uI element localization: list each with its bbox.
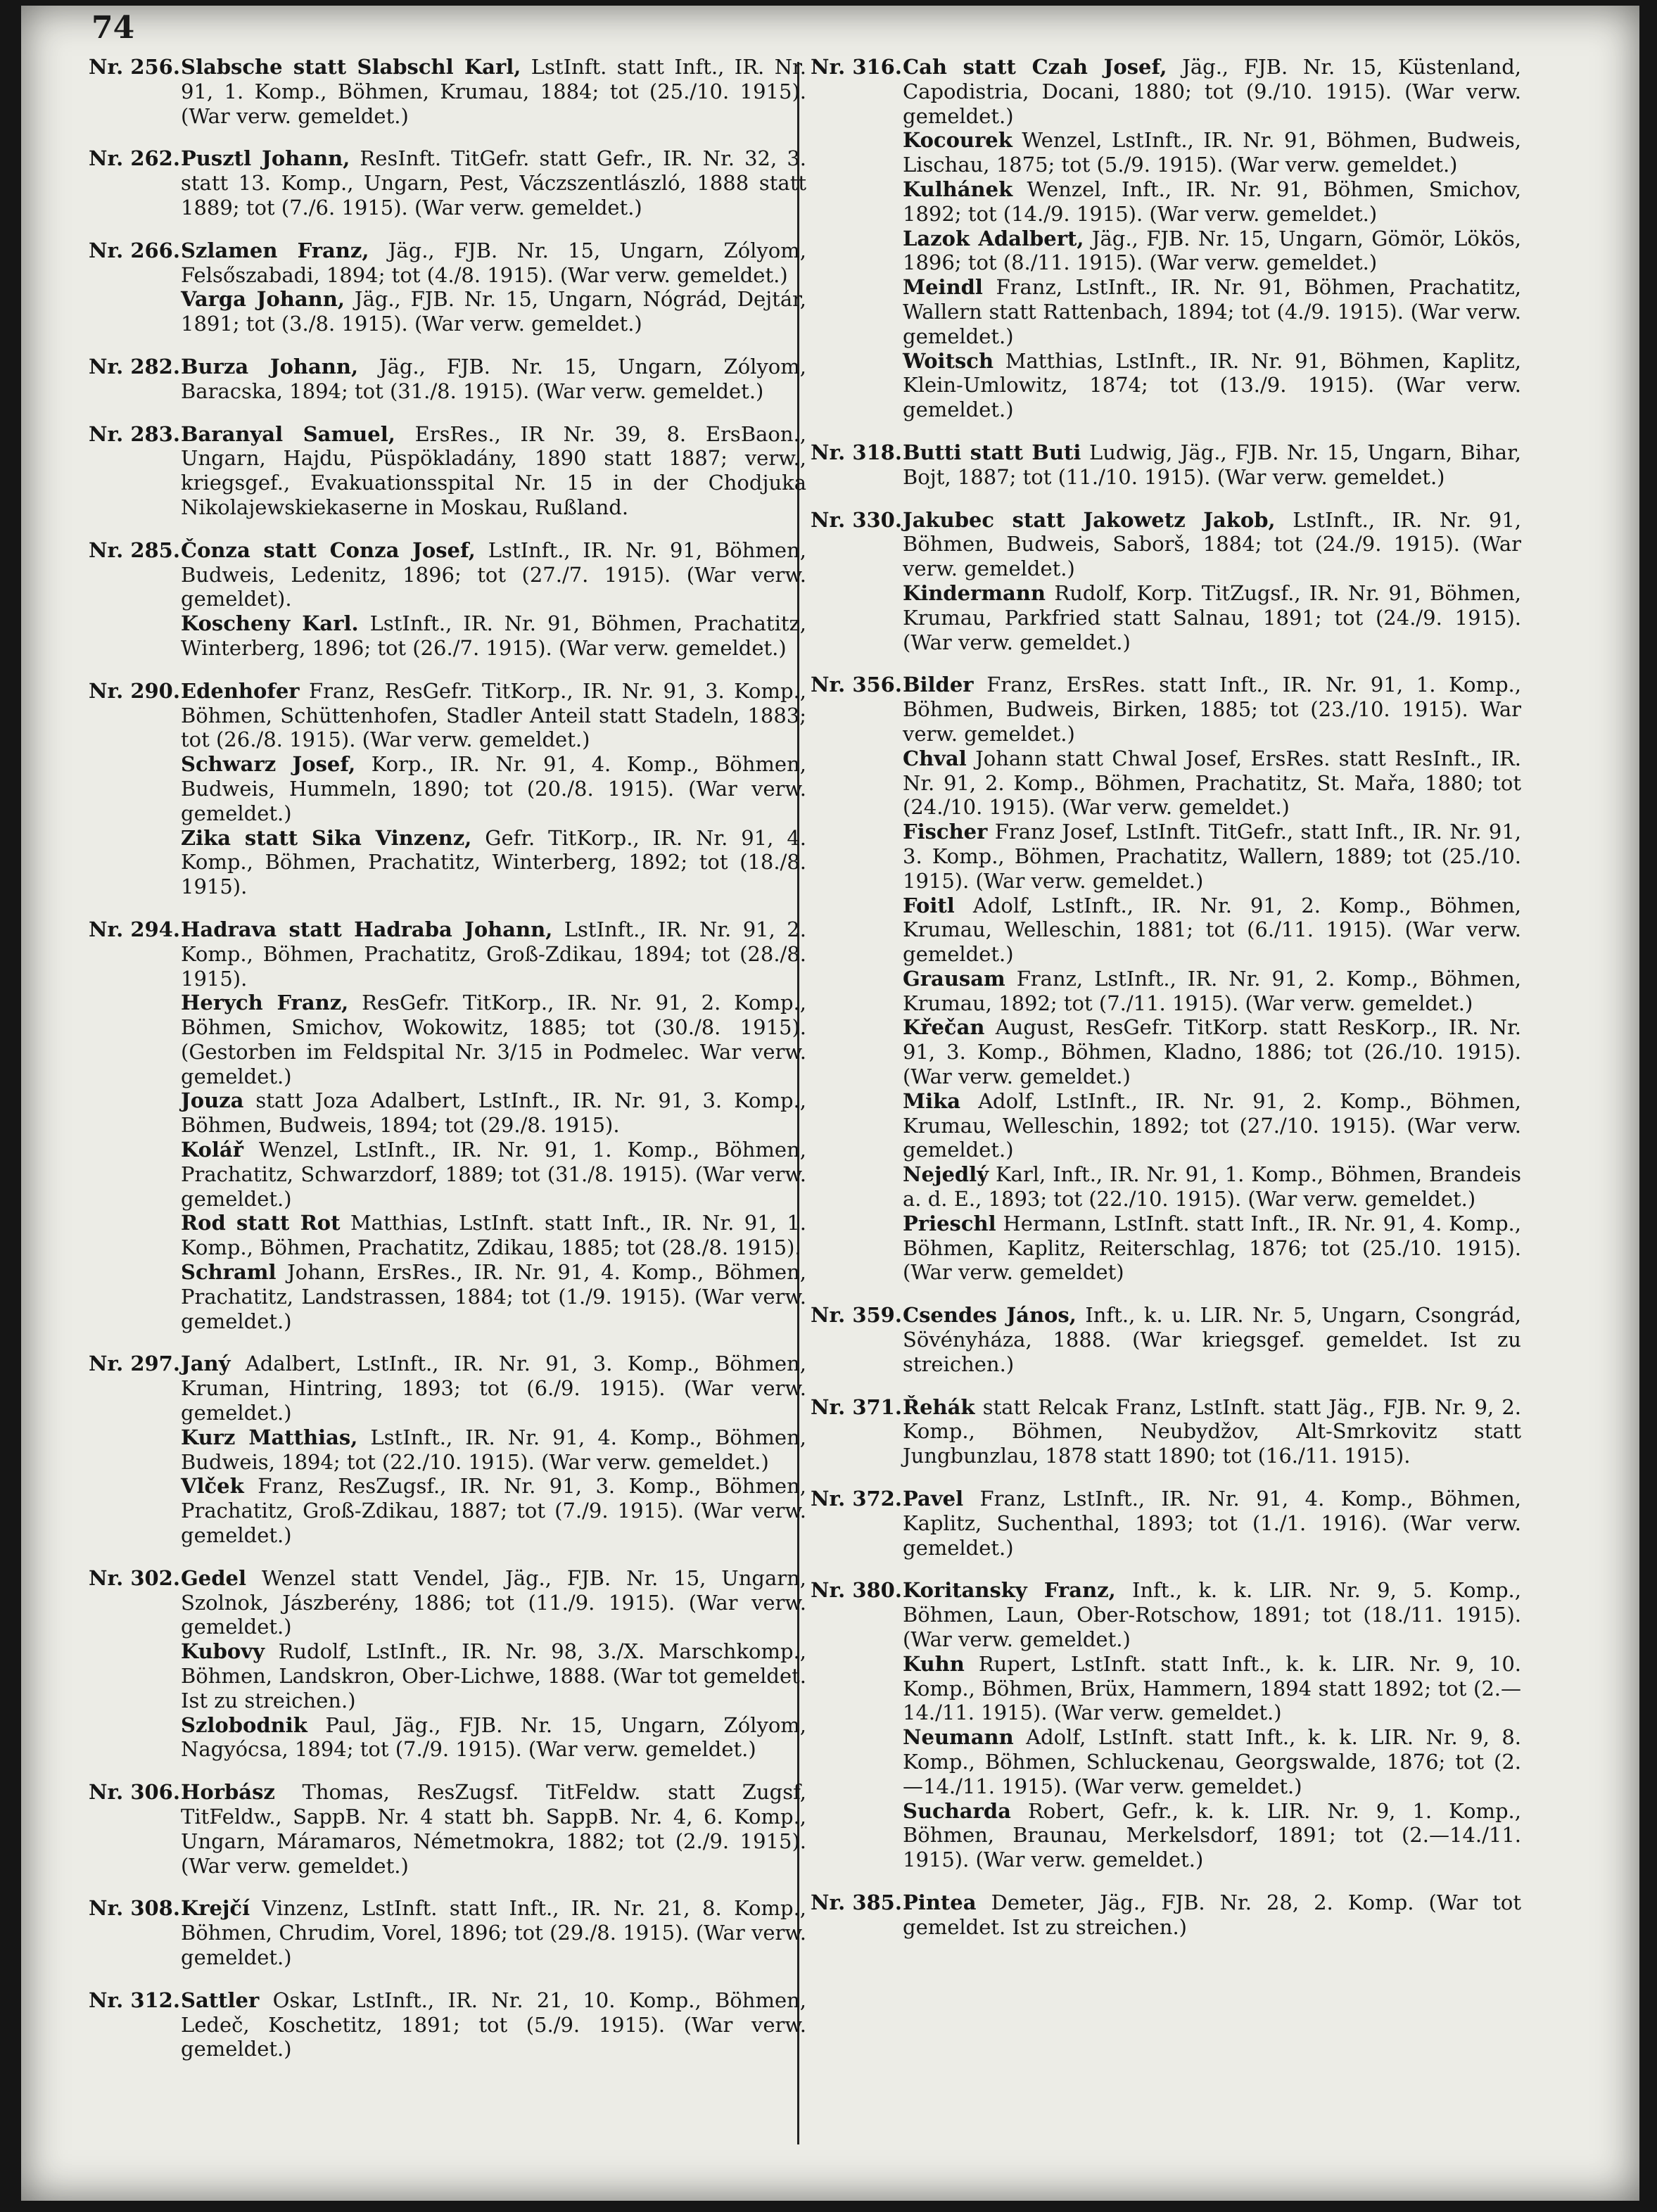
person-name: Sucharda [903, 1798, 1011, 1823]
person-record [89, 1713, 806, 1762]
casualty-entry [89, 422, 806, 520]
person-record [89, 991, 806, 1088]
person-name: Pintea [903, 1890, 977, 1914]
person-details: Jäg., FJB. Nr. 15, Ungarn, Nógrád, Dejtár, 1891; tot (3./8. 1915). (War verw. gemeldet.) [181, 287, 807, 336]
person-name: Krejčí [181, 1896, 250, 1921]
person-name: Lazok Adalbert, [903, 226, 1084, 250]
person-details: Jäg., FJB. Nr. 15, Ungarn, Gömör, Lökös, 1896; tot (8./11. 1915). (War verw. gemeldet.) [903, 226, 1522, 275]
list-number: Nr. 306. [89, 1780, 180, 1805]
person-details: Adolf, LstInft., IR. Nr. 91, 2. Komp., Böhmen, Krumau, Welleschin, 1892; tot (27./10. 1915). (War verw. gemeldet.) [903, 1088, 1521, 1162]
entry-spacer [89, 661, 806, 679]
person-record [89, 146, 806, 220]
casualty-entry [89, 1780, 806, 1878]
casualty-entry [89, 538, 806, 661]
person-name: Gedel [181, 1565, 246, 1590]
person-record [89, 1352, 806, 1425]
person-name: Nejedlý [903, 1162, 989, 1187]
page-number: 74 [91, 10, 135, 46]
person-name: Jouza [181, 1088, 244, 1113]
person-record [811, 1652, 1521, 1725]
person-record [89, 55, 806, 128]
person-details: Johann, ErsRes., IR. Nr. 91, 4. Komp., Böhmen, Prachatitz, Landstrassen, 1884; tot (1./9. 1915). (War verw. gemeldet.) [181, 1260, 806, 1333]
person-details: Jäg., FJB. Nr. 15, Küstenland, Capodistria, Docani, 1880; tot (9./10. 1915). (War verw. gemeldet.) [903, 55, 1522, 128]
person-details: statt Relcak Franz, LstInft. statt Jäg., FJB. Nr. 9, 2. Komp., Böhmen, Neubydžov, Alt-Smrkovitz statt Jungbunzlau, 1878 statt 1890; tot (16./11. 1915). [903, 1394, 1521, 1468]
list-number: Nr. 316. [811, 55, 902, 79]
person-name: Křečan [903, 1015, 985, 1040]
person-name: Prieschl [903, 1211, 996, 1235]
person-name: Edenhofer [181, 678, 300, 703]
casualty-entry [811, 1578, 1521, 1872]
person-name: Szlobodnik [181, 1712, 307, 1737]
list-number: Nr. 359. [811, 1303, 902, 1328]
casualty-entry [89, 146, 806, 220]
person-name: Slabsche statt Slabschl Karl, [181, 55, 521, 79]
person-name: Woitsch [903, 348, 994, 373]
person-details: Franz, ResZugsf., IR. Nr. 91, 3. Komp., Böhmen, Prachatitz, Groß-Zdikau, 1887; tot (7./9. 1915). (War verw. gemeldet.) [181, 1474, 806, 1548]
person-details: Robert, Gefr., k. k. LIR. Nr. 9, 1. Komp., Böhmen, Braunau, Merkelsdorf, 1891; tot (2.—14./11. 1915). (War verw. gemeldet.) [903, 1798, 1521, 1872]
entry-spacer [811, 1377, 1521, 1395]
person-name: Řehák [903, 1394, 975, 1419]
person-record [89, 287, 806, 336]
person-record [811, 128, 1521, 177]
person-name: Pusztl Johann, [181, 146, 350, 171]
person-name: Baranyal Samuel, [181, 421, 395, 446]
person-record [811, 746, 1521, 820]
casualty-entry [89, 1352, 806, 1547]
person-details: Wenzel, Inft., IR. Nr. 91, Böhmen, Smichov, 1892; tot (14./9. 1915). (War verw. gemeldet.) [903, 177, 1521, 226]
person-record [811, 55, 1521, 128]
entry-spacer [89, 1333, 806, 1352]
person-details: Thomas, ResZugsf. TitFeldw. statt Zugsf, TitFeldw., SappB. Nr. 4 statt bh. SappB. Nr. 4, 6. Komp., Ungarn, Máramaros, Németmokra, 1882; tot (2./9. 1915). (War verw. gemeldet.) [181, 1780, 806, 1878]
person-details: LstInft., IR. Nr. 91, Böhmen, Budweis, Saborš, 1884; tot (24./9. 1915). (War verw. gemeldet.) [903, 507, 1521, 581]
person-name: Jakubec statt Jakowetz Jakob, [903, 507, 1276, 532]
person-name: Hadrava statt Hadraba Johann, [181, 917, 553, 941]
person-details: Rudolf, Korp. TitZugsf., IR. Nr. 91, Böhmen, Krumau, Parkfried statt Salnau, 1891; tot (24./9. 1915). (War verw. gemeldet.) [903, 580, 1521, 654]
casualty-entry [89, 55, 806, 128]
list-number: Nr. 297. [89, 1352, 180, 1376]
person-details: Wenzel statt Vendel, Jäg., FJB. Nr. 15, Ungarn, Szolnok, Jászberény, 1886; tot (11./9. 1915). (War verw. gemeldet.) [181, 1565, 806, 1639]
entry-spacer [89, 220, 806, 239]
person-name: Szlamen Franz, [181, 238, 369, 262]
person-name: Pavel [903, 1487, 964, 1511]
person-details: Franz Josef, LstInft. TitGefr., statt Inft., IR. Nr. 91, 3. Komp., Böhmen, Prachatitz, Wallern, 1889; tot (25./10. 1915). (War verw. gemeldet.) [903, 820, 1521, 893]
person-name: Grausam [903, 966, 1005, 991]
entry-spacer [811, 1872, 1521, 1890]
casualty-entry [811, 673, 1521, 1285]
person-name: Kulhánek [903, 177, 1013, 201]
person-details: Jäg., FJB. Nr. 15, Ungarn, Zólyom, Baracska, 1894; tot (31./8. 1915). (War verw. gemeldet.) [181, 354, 806, 403]
person-name: Csendes János, [903, 1303, 1077, 1328]
person-name: Sattler [181, 1988, 260, 2012]
person-details: Gefr. TitKorp., IR. Nr. 91, 4. Komp., Böhmen, Prachatitz, Winterberg, 1892; tot (18./8. 1915). [181, 825, 806, 899]
entry-spacer [811, 1940, 1521, 1958]
list-number: Nr. 290. [89, 678, 180, 703]
entry-spacer [89, 1548, 806, 1566]
list-number: Nr. 256. [89, 55, 180, 79]
casualty-entry [89, 1988, 806, 2061]
entry-spacer [811, 1560, 1521, 1578]
person-details: ErsRes., IR Nr. 39, 8. ErsBaon., Ungarn, Hajdu, Püspökladány, 1890 statt 1887; verw., kriegsgef., Evakuationsspital Nr. 15 in der Chodjuka Nikolajewskiekaserne in Moskau, Rußland. [181, 421, 806, 519]
entry-spacer [811, 422, 1521, 440]
person-record [89, 1211, 806, 1260]
person-name: Cah statt Czah Josef, [903, 55, 1167, 79]
casualty-entry [89, 355, 806, 404]
person-record [89, 1780, 806, 1878]
entry-spacer [89, 336, 806, 355]
person-name: Foitl [903, 893, 955, 917]
list-number: Nr. 380. [811, 1578, 902, 1603]
list-number: Nr. 308. [89, 1896, 180, 1921]
casualty-entry [89, 1896, 806, 1969]
casualty-entry [89, 239, 806, 336]
person-details: Hermann, LstInft. statt Inft., IR. Nr. 91, 4. Komp., Böhmen, Kaplitz, Reiterschlag, 1876; tot (25./10. 1915). (War verw. gemeldet) [903, 1211, 1521, 1285]
list-number: Nr. 385. [811, 1890, 902, 1914]
person-name: Kuhn [903, 1651, 965, 1676]
person-record [811, 508, 1521, 581]
person-record [89, 355, 806, 404]
person-details: Franz, ResGefr. TitKorp., IR. Nr. 91, 3. Komp., Böhmen, Schüttenhofen, Stadler Anteil statt Stadeln, 1883; tot (26./8. 1915). (War verw. gemeldet.) [181, 678, 806, 752]
person-name: Zika statt Sika Vinzenz, [181, 825, 472, 850]
person-name: Meindl [903, 275, 983, 300]
person-details: ResInft. TitGefr. statt Gefr., IR. Nr. 32, 3. statt 13. Komp., Ungarn, Pest, Váczszentlászló, 1888 statt 1889; tot (7./6. 1915). (War verw. gemeldet.) [181, 146, 807, 220]
document-page [21, 6, 1639, 2201]
person-record [89, 752, 806, 825]
person-name: Janý [181, 1352, 231, 1376]
person-record [811, 1212, 1521, 1285]
person-details: Demeter, Jäg., FJB. Nr. 28, 2. Komp. (War tot gemeldet. Ist zu streichen.) [903, 1890, 1521, 1939]
person-record [89, 422, 806, 520]
entry-spacer [811, 1468, 1521, 1487]
person-record [89, 1896, 806, 1969]
list-number: Nr. 372. [811, 1487, 902, 1511]
person-name: Mika [903, 1088, 961, 1113]
person-details: Jäg., FJB. Nr. 15, Ungarn, Zólyom, Felsőszabadi, 1894; tot (4./8. 1915). (War verw. gemeldet.) [181, 238, 806, 287]
casualty-entry [811, 508, 1521, 655]
person-name: Fischer [903, 820, 988, 844]
person-details: Oskar, LstInft., IR. Nr. 21, 10. Komp., Böhmen, Ledeč, Koschetitz, 1891; tot (5./9. 1915). (War verw. gemeldet.) [181, 1988, 806, 2061]
person-details: Adolf, LstInft., IR. Nr. 91, 2. Komp., Böhmen, Krumau, Welleschin, 1881; tot (6./11. 1915). (War verw. gemeldet.) [903, 893, 1521, 967]
left-column [89, 55, 806, 2080]
person-name: Bilder [903, 673, 974, 697]
person-name: Kolář [181, 1138, 243, 1162]
list-number: Nr. 371. [811, 1394, 902, 1419]
person-record [811, 275, 1521, 348]
person-record [89, 239, 806, 288]
casualty-entry [811, 1303, 1521, 1376]
person-details: August, ResGefr. TitKorp. statt ResKorp., IR. Nr. 91, 3. Komp., Böhmen, Kladno, 1886; tot (26./10. 1915). (War verw. gemeldet.) [903, 1015, 1521, 1089]
person-details: LstInft., IR. Nr. 91, 2. Komp., Böhmen, Prachatitz, Groß-Zdikau, 1894; tot (28./8. 1915). [181, 917, 806, 991]
person-details: Paul, Jäg., FJB. Nr. 15, Ungarn, Zólyom, Nagyócsa, 1894; tot (7./9. 1915). (War verw. gemeldet.) [181, 1712, 806, 1762]
person-record [89, 538, 806, 611]
person-record [811, 581, 1521, 654]
person-name: Koscheny Karl. [181, 611, 359, 636]
person-record [811, 1725, 1521, 1798]
person-record [811, 1890, 1521, 1940]
casualty-entry [811, 55, 1521, 422]
person-name: Koritansky Franz, [903, 1578, 1116, 1603]
list-number: Nr. 262. [89, 146, 180, 171]
list-number: Nr. 282. [89, 354, 180, 379]
person-record [89, 1474, 806, 1547]
person-details: LstInft. statt Inft., IR. Nr. 91, 1. Komp., Böhmen, Krumau, 1884; tot (25./10. 1915). (War verw. gemeldet.) [181, 55, 806, 128]
person-details: Vinzenz, LstInft. statt Inft., IR. Nr. 21, 8. Komp., Böhmen, Chrudim, Vorel, 1896; tot (29./8. 1915). (War verw. gemeldet.) [181, 1896, 806, 1969]
person-record [811, 673, 1521, 746]
list-number: Nr. 294. [89, 917, 180, 941]
person-name: Neumann [903, 1725, 1014, 1750]
person-record [811, 1799, 1521, 1872]
person-record [89, 1988, 806, 2061]
person-details: Matthias, LstInft. statt Inft., IR. Nr. 91, 1. Komp., Böhmen, Prachatitz, Zdikau, 1885; tot (28./8. 1915). [181, 1211, 806, 1260]
person-details: Johann statt Chwal Josef, ErsRes. statt ResInft., IR. Nr. 91, 2. Komp., Böhmen, Prachatitz, St. Mařa, 1880; tot (24./10. 1915). (War verw. gemeldet.) [903, 746, 1521, 820]
casualty-entry [811, 1487, 1521, 1560]
person-name: Kubovy [181, 1639, 265, 1664]
person-record [811, 1162, 1521, 1212]
person-record [811, 1578, 1521, 1651]
entry-spacer [89, 1762, 806, 1780]
casualty-entry [89, 917, 806, 1334]
entry-spacer [89, 899, 806, 917]
person-details: Franz, ErsRes. statt Inft., IR. Nr. 91, 1. Komp., Böhmen, Budweis, Birken, 1885; tot (23./10. 1915). War verw. gemeldet.) [903, 673, 1521, 746]
person-name: Butti statt Buti [903, 440, 1081, 464]
person-record [811, 1015, 1521, 1088]
person-details: Wenzel, LstInft., IR. Nr. 91, Böhmen, Budweis, Lischau, 1875; tot (5./9. 1915). (War verw. gemeldet.) [903, 128, 1521, 177]
person-details: Inft., k. u. LIR. Nr. 5, Ungarn, Csongrád, Sövényháza, 1888. (War kriegsgef. gemeldet. Ist zu streichen.) [903, 1303, 1521, 1376]
person-name: Herych Franz, [181, 991, 349, 1015]
person-details: Karl, Inft., IR. Nr. 91, 1. Komp., Böhmen, Brandeis a. d. E., 1893; tot (22./10. 1915). (War verw. gemeldet.) [903, 1162, 1521, 1212]
person-record [811, 894, 1521, 967]
person-record [811, 440, 1521, 490]
list-number: Nr. 266. [89, 238, 180, 262]
person-details: Franz, LstInft., IR. Nr. 91, 2. Komp., Böhmen, Krumau, 1892; tot (7./11. 1915). (War verw. gemeldet.) [903, 966, 1521, 1015]
person-details: Rupert, LstInft. statt Inft., k. k. LIR. Nr. 9, 10. Komp., Böhmen, Brüx, Hammern, 1894 statt 1892; tot (2.—14./11. 1915). (War verw. gemeldet.) [903, 1651, 1521, 1725]
person-name: Kindermann [903, 580, 1046, 605]
person-record [89, 917, 806, 991]
person-name: Varga Johann, [181, 287, 345, 312]
entry-spacer [89, 2061, 806, 2080]
person-record [811, 349, 1521, 422]
person-details: Matthias, LstInft., IR. Nr. 91, Böhmen, Kaplitz, Klein-Umlowitz, 1874; tot (13./9. 1915). (War verw. gemeldet.) [903, 348, 1521, 422]
person-name: Vlček [181, 1474, 244, 1499]
entry-spacer [89, 1970, 806, 1988]
person-record [811, 1395, 1521, 1468]
casualty-entry [89, 679, 806, 899]
person-details: Adalbert, LstInft., IR. Nr. 91, 3. Komp., Böhmen, Kruman, Hintring, 1893; tot (6./9. 1915). (War verw. gemeldet.) [181, 1352, 806, 1425]
person-details: Ludwig, Jäg., FJB. Nr. 15, Ungarn, Bihar, Bojt, 1887; tot (11./10. 1915). (War verw. gemeldet.) [903, 440, 1521, 489]
entry-spacer [89, 404, 806, 422]
list-number: Nr. 356. [811, 673, 902, 697]
entry-spacer [89, 128, 806, 146]
person-record [811, 227, 1521, 276]
person-record [89, 679, 806, 752]
entry-spacer [89, 1878, 806, 1896]
person-name: Schwarz Josef, [181, 752, 356, 777]
person-details: statt Joza Adalbert, LstInft., IR. Nr. 91, 3. Komp., Böhmen, Budweis, 1894; tot (29./8. 1915). [181, 1088, 806, 1138]
casualty-entry [89, 1566, 806, 1762]
casualty-entry [811, 1890, 1521, 1940]
person-name: Schraml [181, 1260, 277, 1285]
person-name: Burza Johann, [181, 354, 359, 379]
person-details: LstInft., IR. Nr. 91, 4. Komp., Böhmen, Budweis, 1894; tot (22./10. 1915). (War verw. gemeldet.) [181, 1425, 806, 1474]
person-record [89, 826, 806, 899]
person-record [89, 1088, 806, 1138]
list-number: Nr. 318. [811, 440, 902, 464]
entry-spacer [811, 654, 1521, 673]
person-details: Franz, LstInft., IR. Nr. 91, 4. Komp., Böhmen, Kaplitz, Suchenthal, 1893; tot (1./1. 1916). (War verw. gemeldet.) [903, 1487, 1521, 1560]
person-record [811, 1303, 1521, 1376]
person-record [89, 1566, 806, 1639]
person-name: Chval [903, 746, 967, 770]
person-record [89, 1425, 806, 1475]
person-record [89, 1639, 806, 1712]
list-number: Nr. 330. [811, 507, 902, 532]
person-record [811, 177, 1521, 227]
person-record [89, 1138, 806, 1211]
person-record [811, 820, 1521, 893]
person-record [811, 1487, 1521, 1560]
person-details: Inft., k. k. LIR. Nr. 9, 5. Komp., Böhmen, Laun, Ober-Rotschow, 1891; tot (18./11. 1915). (War verw. gemeldet.) [903, 1578, 1521, 1652]
person-details: LstInft., IR. Nr. 91, Böhmen, Budweis, Ledenitz, 1896; tot (27./7. 1915). (War verw. gemeldet). [181, 538, 806, 611]
person-name: Kocourek [903, 128, 1012, 153]
entry-spacer [811, 490, 1521, 508]
entry-spacer [811, 1285, 1521, 1303]
person-details: Wenzel, LstInft., IR. Nr. 91, 1. Komp., Böhmen, Prachatitz, Schwarzdorf, 1889; tot (31./8. 1915). (War verw. gemeldet.) [181, 1138, 806, 1211]
right-column [811, 55, 1521, 1958]
person-details: ResGefr. TitKorp., IR. Nr. 91, 2. Komp., Böhmen, Smichov, Wokowitz, 1885; tot (30./8. 1915). (Gestorben im Feldspital Nr. 3/15 in Podmelec. War verw. gemeldet.) [181, 991, 806, 1088]
casualty-entry [811, 440, 1521, 490]
entry-spacer [89, 520, 806, 538]
person-details: LstInft., IR. Nr. 91, Böhmen, Prachatitz, Winterberg, 1896; tot (26./7. 1915). (War verw. gemeldet.) [181, 611, 806, 660]
person-record [811, 967, 1521, 1016]
list-number: Nr. 283. [89, 421, 180, 446]
person-details: Rudolf, LstInft., IR. Nr. 98, 3./X. Marschkomp., Böhmen, Landskron, Ober-Lichwe, 1888. (War tot gemeldet. Ist zu streichen.) [181, 1639, 806, 1712]
person-details: Korp., IR. Nr. 91, 4. Komp., Böhmen, Budweis, Hummeln, 1890; tot (20./8. 1915). (War verw. gemeldet.) [181, 752, 806, 825]
person-name: Kurz Matthias, [181, 1425, 358, 1449]
person-details: Franz, LstInft., IR. Nr. 91, Böhmen, Prachatitz, Wallern statt Rattenbach, 1894; tot (4./9. 1915). (War verw. gemeldet.) [903, 275, 1521, 348]
person-details: Adolf, LstInft. statt Inft., k. k. LIR. Nr. 9, 8. Komp., Böhmen, Schluckenau, Georgswalde, 1876; tot (2.—14./11. 1915). (War verw. gemeldet.) [903, 1725, 1521, 1798]
casualty-entry [811, 1395, 1521, 1468]
list-number: Nr. 312. [89, 1988, 180, 2012]
person-record [89, 1260, 806, 1333]
person-record [811, 1089, 1521, 1162]
person-name: Rod statt Rot [181, 1211, 341, 1235]
person-name: Čonza statt Conza Josef, [181, 538, 476, 562]
list-number: Nr. 285. [89, 538, 180, 562]
person-record [89, 611, 806, 661]
list-number: Nr. 302. [89, 1565, 180, 1590]
person-name: Horbász [181, 1780, 275, 1805]
